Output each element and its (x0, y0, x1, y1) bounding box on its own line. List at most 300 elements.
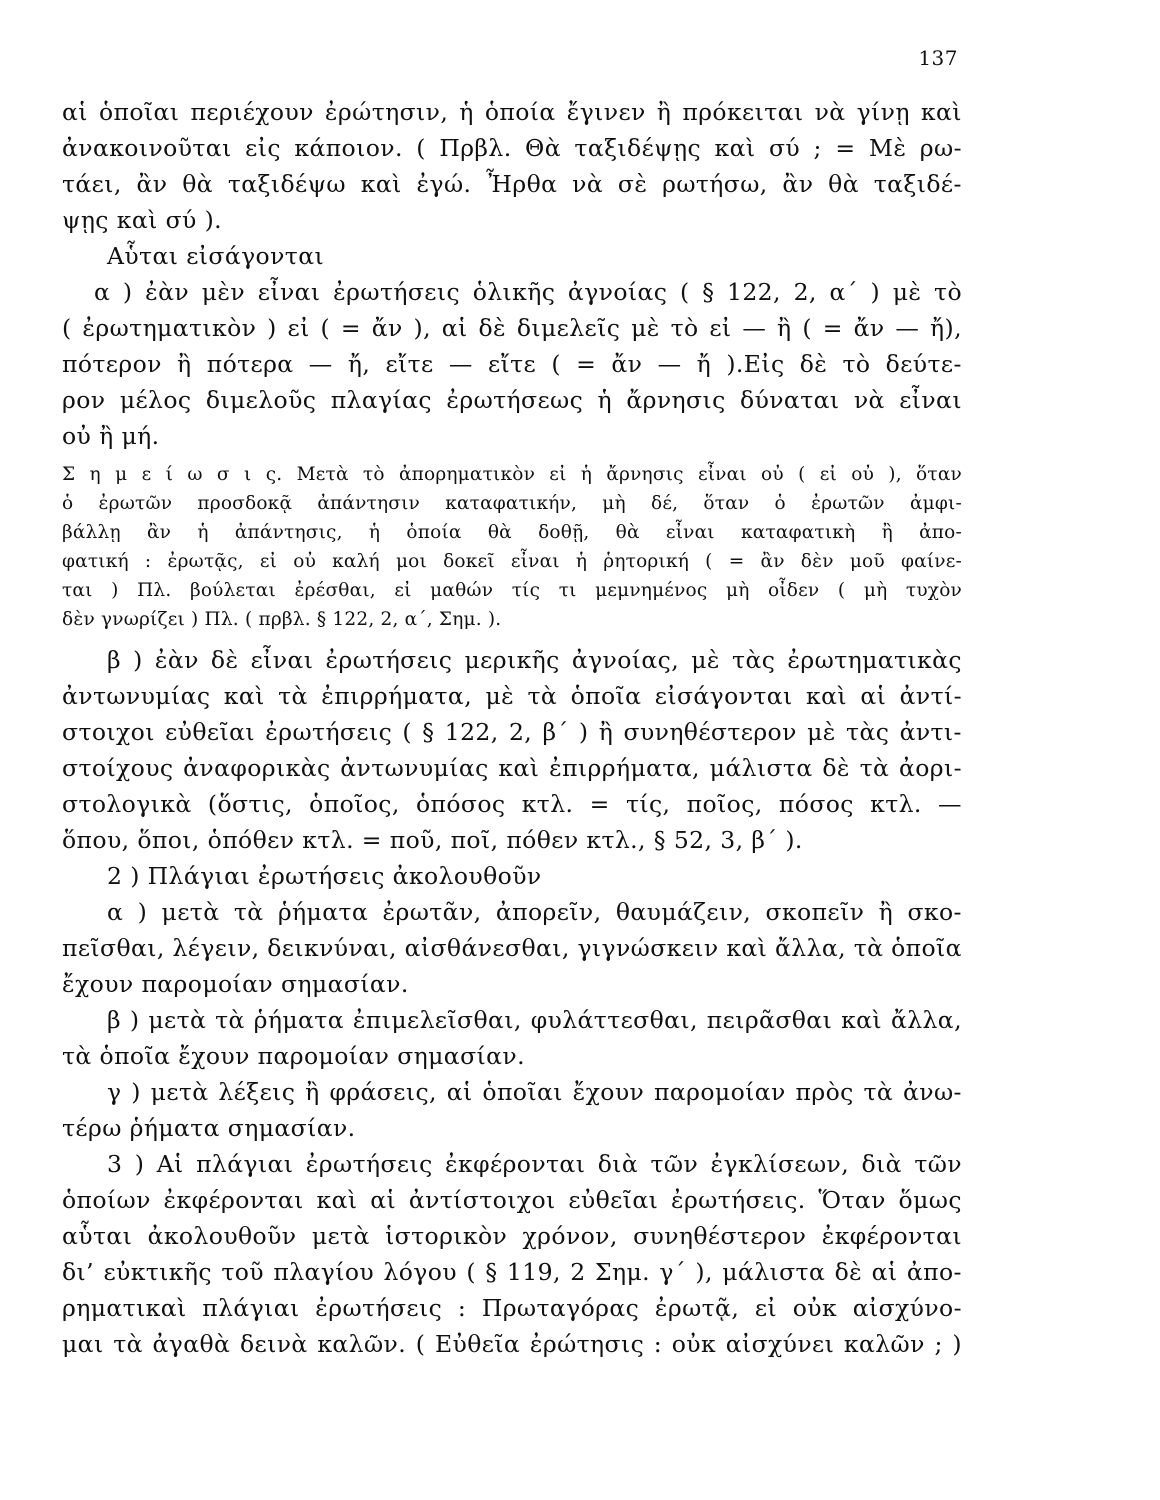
word: ἡ (580, 464, 593, 485)
word: ταξιδέ- (873, 170, 962, 198)
word: σύ (768, 134, 801, 162)
text-line (62, 1254, 962, 1290)
word: σκοπεῖν (765, 898, 865, 926)
word: Ἦρθα (486, 170, 558, 198)
word: μάλιστα (709, 754, 813, 782)
word: β (107, 646, 121, 674)
word: ( (466, 1258, 476, 1286)
paragraph (62, 1038, 962, 1074)
word: καὶ (360, 170, 402, 198)
word: Θὰ (525, 134, 561, 162)
word: ἀπο- (906, 1258, 962, 1286)
word: ὁποῖαι (98, 98, 180, 126)
word: ) (133, 646, 143, 674)
word: ἀνακοινοῦται (62, 134, 232, 162)
word: δὲ (210, 646, 239, 674)
text-line (62, 1290, 962, 1326)
word: τὰς (732, 646, 776, 674)
word: ἐρωτήσεις (315, 1294, 443, 1322)
word: ἢ (656, 98, 672, 126)
word: καὶ (920, 98, 962, 126)
word: καλῶν. (317, 1330, 407, 1358)
word: η (89, 464, 101, 485)
word: εἶναι (250, 646, 314, 674)
word: ἐρώτησις (529, 1330, 645, 1358)
word: ἀντίστοιχοι (408, 1186, 556, 1214)
word: § (702, 278, 715, 306)
word: εἴτε (385, 350, 434, 378)
word: εἰ (709, 314, 732, 342)
word: μὲ (631, 314, 660, 342)
word: δὲ (834, 1258, 863, 1286)
text-line (62, 714, 962, 750)
note-line (62, 576, 962, 605)
word: δεικνύναι, (267, 934, 397, 962)
word: ὁλικῆς (472, 278, 556, 306)
word: δοκεῖ (443, 551, 495, 572)
word: ἄν (853, 314, 885, 342)
word: ἀορι- (898, 754, 962, 782)
word: πλάγιαι (202, 1294, 300, 1322)
word: 2 (570, 1258, 586, 1286)
word: ἂν (146, 522, 172, 543)
word: τὰ (863, 1078, 894, 1106)
word: ταξιδέψῃς (574, 134, 702, 162)
text-line (62, 750, 962, 786)
word: ὁπόσος (415, 790, 506, 818)
word: ( (320, 314, 331, 342)
word: Μὲ (868, 134, 907, 162)
word: α (94, 278, 111, 306)
word: κάποιον. (294, 134, 403, 162)
word: β (107, 1006, 121, 1034)
paragraph (62, 678, 962, 858)
word: ὅμως (898, 1186, 962, 1214)
word: ται (62, 580, 93, 601)
word: ( (798, 464, 806, 485)
word: νὰ (853, 386, 885, 414)
word: ἀντωνυμίας (62, 682, 211, 710)
word: ( (402, 718, 412, 746)
word: τι (558, 580, 577, 601)
word: εἶναι (665, 522, 715, 543)
word: ἐρωτῶν (98, 493, 173, 514)
word: 122, (444, 718, 499, 746)
word: καὶ (841, 1006, 883, 1034)
word: ἢ (878, 898, 894, 926)
word: ἂν (782, 170, 814, 198)
word: οὐκ (671, 1330, 717, 1358)
word: ἀντί- (899, 682, 962, 710)
word: εἰς (245, 134, 281, 162)
word: μὲν (201, 278, 246, 306)
word: Αἱ (156, 1150, 184, 1178)
word: καταφατικὴ (740, 522, 856, 543)
word: ἡ (368, 522, 381, 543)
text-line (62, 678, 962, 714)
word: ἀπάντησις, (234, 522, 343, 543)
word: τίς (511, 580, 541, 601)
word: ρηματικαὶ (62, 1294, 187, 1322)
word: ) (267, 314, 277, 342)
word: εἰσάγονται (654, 682, 793, 710)
text-line: ὅπου, ὅποι, ὁπόθεν κτλ. = ποῦ, ποῖ, πόθεν κτλ., § 52, 3, β΄ ). (62, 826, 803, 854)
text-line (62, 1002, 962, 1038)
word: ἄλλα, (890, 1006, 962, 1034)
word: ἐρώτησιν, (324, 98, 449, 126)
word: ὅταν (916, 464, 962, 485)
word: ἀπορηματικὸν (398, 464, 536, 485)
word: ρωτήσω, (662, 170, 768, 198)
word: καλή (332, 551, 380, 572)
word: : (457, 1294, 467, 1322)
word: μαθών (430, 580, 494, 601)
word: ὁποῖα (891, 934, 962, 962)
word: ἐρωτηματικὰς (787, 646, 962, 674)
word: ἤ (696, 350, 712, 378)
word: διὰ (861, 1150, 902, 1178)
word: ὁ (62, 493, 74, 514)
word: περιέχουν (190, 98, 314, 126)
word: § (485, 1258, 498, 1286)
word: εὐθεῖαι (568, 1186, 659, 1214)
word: φαίνε- (900, 551, 962, 572)
word: μετὰ (161, 898, 220, 926)
word: ἱστορικὸν (385, 1222, 508, 1250)
word: ἀντι- (899, 718, 962, 746)
word: ἡ (197, 522, 209, 543)
word: ἐπιρρήματα, (321, 682, 473, 710)
word: αἱ (871, 1258, 898, 1286)
word: ἢ (177, 350, 192, 378)
word: — (938, 790, 962, 818)
word: εἰ (549, 464, 567, 485)
word: Μετὰ (296, 464, 349, 485)
text-line: ἔχουν παρομοίαν σημασίαν. (62, 970, 409, 998)
word: ῥήματα (277, 898, 369, 926)
word: ἀγνοίας (567, 278, 668, 306)
word: ( (802, 314, 812, 342)
word: εὐκτικῆς (103, 1258, 212, 1286)
paragraph (62, 930, 962, 1002)
word: σὲ (617, 170, 648, 198)
word: ἡ (575, 551, 588, 572)
word: εὐθεῖαι (165, 718, 255, 746)
word: μεμνημένος (595, 580, 708, 601)
word: ὁποῖαι (482, 1078, 563, 1106)
word: εἰ (287, 314, 310, 342)
text-line: ψῃς καὶ σύ ). (62, 206, 223, 234)
word: αἱ (441, 314, 468, 342)
text-line (62, 130, 962, 166)
word: πότερα (206, 350, 294, 378)
word: δέ, (651, 493, 679, 514)
word: καὶ (316, 1186, 358, 1214)
word: εἰ (754, 1294, 778, 1322)
word: μὲ (485, 682, 515, 710)
word: ἀμφι- (909, 493, 962, 514)
word: μάλιστα (722, 1258, 826, 1286)
word: ἐγώ. (416, 170, 472, 198)
word: = (340, 314, 361, 342)
word: μὲ (892, 278, 922, 306)
word: τοῦ (221, 1258, 264, 1286)
text-line (62, 1074, 962, 1110)
word: ἀπο- (919, 522, 962, 543)
word: τὰ (853, 934, 884, 962)
paragraph (62, 1182, 962, 1362)
word: θὰ (487, 522, 512, 543)
word: εἰ (259, 551, 278, 572)
word: Σημ. (594, 1258, 651, 1286)
word: στοίχους (62, 754, 174, 782)
word: ἐρωτήσεις (265, 718, 393, 746)
word: τυχὸν (905, 580, 962, 601)
word: ῥητορική (603, 551, 690, 572)
word: τὰ (859, 754, 890, 782)
word: ἡ (597, 386, 613, 414)
word: οἶδεν (768, 580, 820, 601)
word: νὰ (572, 170, 604, 198)
word: ὁ (774, 493, 786, 514)
word: πρὸς (795, 1078, 854, 1106)
word: κτλ. (870, 790, 922, 818)
word: πρόκειται (682, 98, 804, 126)
word: = (589, 790, 610, 818)
word: μαι (62, 1330, 104, 1358)
word: δὲ (478, 314, 507, 342)
word: — (895, 314, 920, 342)
word: Πλ. (137, 580, 172, 601)
word: συνηθέστερον (633, 1222, 807, 1250)
word: γ΄ (659, 1258, 687, 1286)
word: ἂν (136, 170, 168, 198)
word: ( (551, 350, 561, 378)
text-line: Αὗται εἰσάγονται (107, 242, 325, 270)
word: ἡ (459, 98, 474, 126)
word: Σ (62, 464, 76, 485)
word: πλαγίου (273, 1258, 375, 1286)
word: ἢ (305, 1078, 320, 1106)
word: ι (243, 464, 252, 485)
word: ῥήματα (253, 1006, 344, 1034)
word: πόσος (778, 790, 854, 818)
word: ἀκολουθοῦν (147, 1222, 297, 1250)
word: οὐ (851, 464, 875, 485)
text-line: τὰ ὁποῖα ἔχουν παρομοίαν σημασίαν. (62, 1042, 525, 1070)
paragraph (62, 642, 962, 678)
word: ς. (265, 464, 283, 485)
note-line (62, 518, 962, 547)
paragraph (62, 1146, 962, 1182)
word: τὰ (278, 682, 308, 710)
word: στολογικὰ (62, 790, 192, 818)
word: νὰ (814, 98, 846, 126)
word: εἶναι (899, 386, 962, 414)
word: θαυμάζειν, (615, 898, 752, 926)
word: ἐρωτᾷς, (167, 551, 244, 572)
word: διὰ (597, 1150, 639, 1178)
word: ), (695, 1258, 713, 1286)
word: τὸ (670, 314, 699, 342)
word: = (835, 134, 856, 162)
word: μοι (395, 551, 427, 572)
word: γιγνώσκειν (577, 934, 719, 962)
word: ἐρέσθαι, (294, 580, 376, 601)
word: μὲ (691, 646, 720, 674)
word: εἶναι (697, 464, 747, 485)
word: δι’ (62, 1258, 95, 1286)
note-line (62, 547, 962, 576)
word: αἰσχύνο- (852, 1294, 962, 1322)
word: ἄρνησις (626, 386, 726, 414)
text-line (62, 94, 962, 130)
paragraph (62, 274, 962, 310)
word: καὶ (498, 754, 540, 782)
word: πότερον (62, 350, 162, 378)
word: ἐρωτήσεις. (670, 1186, 806, 1214)
word: — (742, 314, 767, 342)
word: μερικῆς (464, 646, 560, 674)
word: ω (187, 464, 203, 485)
word: ὁποῖα (570, 682, 642, 710)
word: μὴ (725, 580, 750, 601)
word: ), (888, 464, 902, 485)
text-line (62, 346, 962, 382)
word: ρω- (919, 134, 962, 162)
word: τάει, (62, 170, 122, 198)
word: καὶ (223, 682, 265, 710)
word: ( (705, 551, 713, 572)
word: ὁποίων (62, 1186, 151, 1214)
word: ἄλλα, (775, 934, 846, 962)
word: χρόνον, (522, 1222, 618, 1250)
word: Ὅταν (818, 1186, 886, 1214)
word: ἐρωτῶν (811, 493, 885, 514)
text-line (62, 930, 962, 966)
word: ταξιδέψω (227, 170, 346, 198)
word: καὶ (726, 934, 768, 962)
word: 119, (506, 1258, 561, 1286)
word: ( (416, 134, 426, 162)
word: αἱ (62, 98, 88, 126)
word: ε (141, 464, 152, 485)
word: αἱ (370, 1186, 397, 1214)
word: ἤ), (930, 314, 962, 342)
paragraph (62, 238, 962, 274)
word: παρομοίαν (654, 1078, 786, 1106)
word: στοιχοι (62, 718, 155, 746)
note-line (62, 460, 962, 489)
word: ) (578, 718, 589, 746)
word: 2, (508, 718, 533, 746)
word: τὰ (113, 1330, 143, 1358)
word: εἶναι (257, 278, 321, 306)
word: τὰ (233, 898, 264, 926)
word: δύναται (740, 386, 840, 414)
word: φατική (62, 551, 129, 572)
word: ; (813, 134, 822, 162)
word: ) (111, 580, 119, 601)
word: εἴτε (487, 350, 537, 378)
word: προσδοκᾷ (197, 493, 293, 514)
word: μοῦ (849, 551, 885, 572)
paragraph (62, 1002, 962, 1038)
word: ) (870, 278, 881, 306)
word: θὰ (828, 170, 859, 198)
word: καταφατικήν, (445, 493, 578, 514)
word: — (657, 350, 682, 378)
text-line (62, 382, 962, 418)
text-line (62, 786, 962, 822)
word: οὐκ (792, 1294, 838, 1322)
word: συνηθέστερον (623, 718, 797, 746)
word: οὐ (293, 551, 317, 572)
word: ) (129, 1006, 140, 1034)
word: διμελοῦς (205, 386, 317, 414)
word: μ (115, 464, 128, 485)
note-line (62, 489, 962, 518)
text-line (62, 1326, 962, 1362)
word: αἰσχύνει (725, 1330, 835, 1358)
word: ἐκφέρονται (163, 1186, 304, 1214)
text-line (62, 310, 962, 346)
text-line (62, 1146, 962, 1182)
text-line (62, 894, 962, 930)
word: ἐρωτήσεις (325, 646, 453, 674)
word: ὁποῖος, (309, 790, 400, 818)
word: — (308, 350, 333, 378)
word: πεῖσθαι, (62, 934, 165, 962)
word: ἂν (760, 551, 785, 572)
word: ἀπάντησιν (317, 493, 420, 514)
word: ἐπιμελεῖσθαι, (352, 1006, 522, 1034)
word: (ὅστις, (207, 790, 293, 818)
word: Πρβλ. (439, 134, 512, 162)
word: ) (122, 278, 133, 306)
word: ; (934, 1330, 943, 1358)
word: τὰς (846, 718, 890, 746)
word: ) (137, 898, 148, 926)
word: ὁποία (484, 98, 556, 126)
word: : (653, 1330, 663, 1358)
word: 122, (726, 278, 781, 306)
word: δὲν (800, 551, 834, 572)
word: ἢ (881, 522, 893, 543)
word: θὰ (615, 522, 640, 543)
word: καλῶν (843, 1330, 925, 1358)
word: πλάγιαι (196, 1150, 294, 1178)
word: ἔχουν (572, 1078, 645, 1106)
word: οὐ (761, 464, 784, 485)
word: καὶ (714, 134, 756, 162)
word: Πρωταγόρας (481, 1294, 640, 1322)
text-line: 2 ) Πλάγιαι ἐρωτήσεις ἀκολουθοῦν (107, 862, 542, 890)
word: ἐκφέρονται (445, 1150, 586, 1178)
word: σκο- (907, 898, 962, 926)
word: τὸ (842, 350, 871, 378)
word: ) (952, 1330, 962, 1358)
word: φυλάττεσθαι, (530, 1006, 698, 1034)
word: γίνῃ (856, 98, 910, 126)
word: λόγου (383, 1258, 457, 1286)
word: ἀνω- (903, 1078, 962, 1106)
word: ρον (62, 386, 106, 414)
word: μετὰ (311, 1222, 370, 1250)
body-text (62, 94, 962, 1362)
word: = (728, 551, 745, 572)
word: ( (679, 278, 690, 306)
